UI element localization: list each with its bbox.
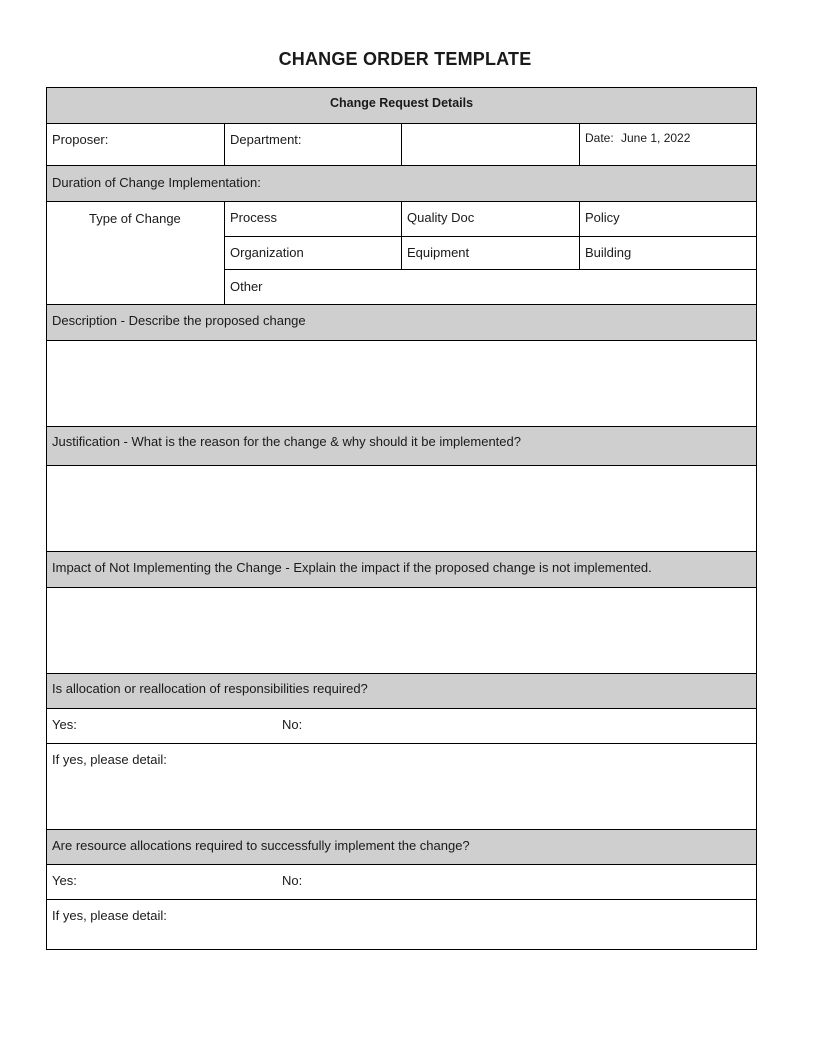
date-value: June 1, 2022: [621, 131, 691, 145]
change-request-header: [47, 88, 756, 124]
resources-header: [47, 830, 756, 865]
description-label: Description - Describe the proposed change: [52, 313, 306, 328]
option-other: Other: [230, 279, 263, 294]
proposer-row: [47, 124, 756, 166]
resources-no-label: No:: [282, 873, 303, 888]
responsibilities-question: Is allocation or reallocation of responsibilities required?: [52, 681, 368, 696]
type-of-change-row-2: [224, 237, 756, 270]
impact-field[interactable]: [47, 588, 756, 674]
responsibilities-no-label: No:: [282, 717, 303, 732]
responsibilities-detail-field[interactable]: [47, 744, 756, 830]
resources-detail-field[interactable]: [47, 900, 756, 949]
impact-header: [47, 552, 756, 588]
responsibilities-header: [47, 674, 756, 709]
resources-detail-label: If yes, please detail:: [52, 908, 167, 923]
responsibilities-yes-label: Yes:: [52, 717, 77, 732]
responsibilities-detail-label: If yes, please detail:: [52, 752, 167, 767]
option-organization: Organization: [230, 245, 304, 260]
justification-header: [47, 427, 756, 466]
justification-field[interactable]: [47, 466, 756, 552]
resources-question: Are resource allocations required to successfully implement the change?: [52, 838, 470, 853]
description-header: [47, 305, 756, 341]
department-label: Department:: [230, 132, 302, 147]
option-process: Process: [230, 210, 277, 225]
date-label: Date:: [585, 131, 614, 145]
resources-yes-label: Yes:: [52, 873, 77, 888]
duration-label: Duration of Change Implementation:: [52, 175, 261, 190]
type-of-change-row-3: [224, 270, 756, 305]
option-quality-doc: Quality Doc: [407, 210, 475, 225]
responsibilities-yes-no-row: [47, 709, 756, 744]
description-field[interactable]: [47, 341, 756, 427]
resources-yes-no-row: [47, 865, 756, 900]
option-building: Building: [585, 245, 632, 260]
option-policy: Policy: [585, 210, 620, 225]
proposer-label: Proposer:: [52, 132, 109, 147]
change-order-form: [46, 87, 757, 950]
change-request-header-label: Change Request Details: [329, 96, 474, 110]
type-of-change-label: Type of Change: [89, 211, 181, 226]
duration-row: [47, 166, 756, 202]
option-equipment: Equipment: [407, 245, 470, 260]
type-of-change-row-1: [224, 202, 756, 237]
page-title: CHANGE ORDER TEMPLATE: [278, 49, 532, 69]
justification-label: Justification - What is the reason for the change & why should it be implemented?: [52, 434, 521, 449]
type-of-change-block: [47, 202, 756, 305]
impact-label: Impact of Not Implementing the Change - Explain the impact if the proposed change is not implemented.: [52, 560, 652, 575]
